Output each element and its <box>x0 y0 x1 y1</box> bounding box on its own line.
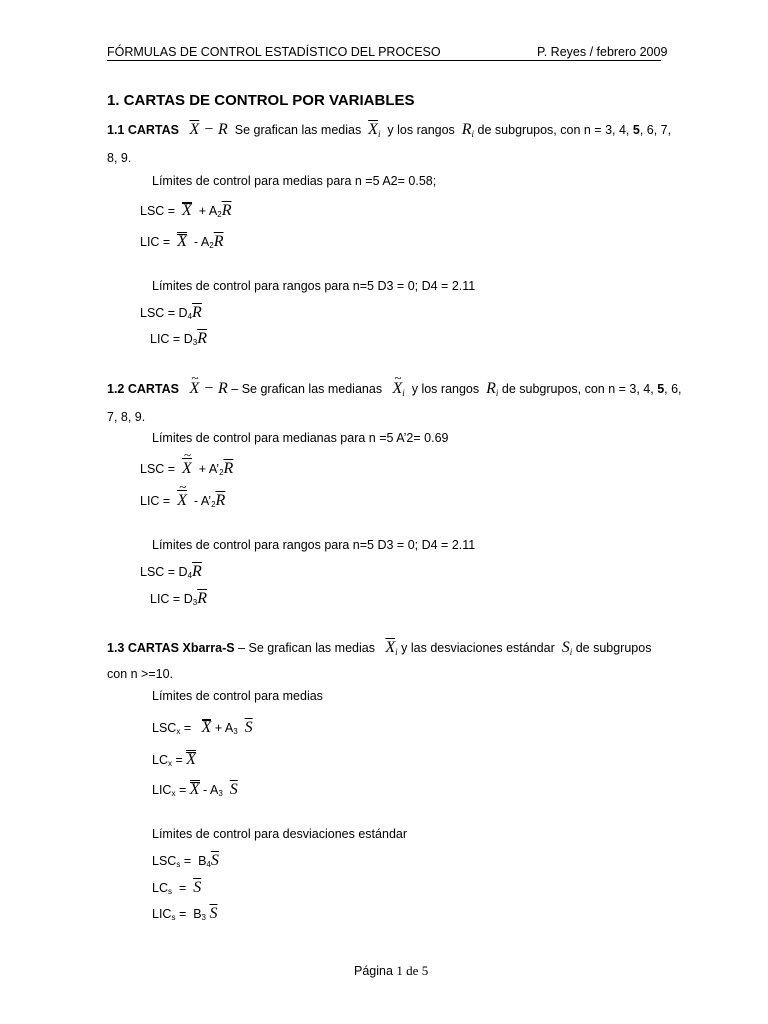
b3-sub: 3 <box>201 913 206 922</box>
math-xtilde-bar: ~ X <box>177 492 187 510</box>
s12-lim-medianas: Límites de control para medianas para n =5 A’2= 0.69 <box>152 431 449 445</box>
lsc-r-label: LSC = D <box>140 565 188 579</box>
a3-sub: 3 <box>218 789 223 798</box>
s11-lim-medias: Límites de control para medias para n =5 A2= 0.58; <box>152 174 437 188</box>
d4-sub: 4 <box>187 571 193 580</box>
s13-label: 1.3 CARTAS Xbarra-S <box>107 641 235 655</box>
header-left: FÓRMULAS DE CONTROL ESTADÍSTICO DEL PROCESO <box>107 45 441 59</box>
lic-label: LIC = <box>140 235 171 249</box>
equals-sign: = <box>178 783 187 797</box>
plus-sign: + <box>214 721 223 735</box>
d4-sub: 4 <box>187 312 193 321</box>
licx-label: LIC <box>152 783 172 797</box>
math-sub-i: i <box>495 388 499 398</box>
d3-sub: 3 <box>192 598 198 607</box>
minus-sign: - <box>193 494 199 508</box>
footer-pagina: Página <box>354 964 393 978</box>
math-xbarbar: X <box>201 719 212 736</box>
math-xtilde-bar: ~ X <box>182 460 192 478</box>
lsc-label: LSC = <box>140 462 176 476</box>
s13-cont: con n >=10. <box>107 667 174 681</box>
math-xi: $\overline{X}$ <box>385 639 396 656</box>
equals-sign: = <box>178 881 187 895</box>
lsc-label: LSC = <box>140 204 176 218</box>
s13-lcx <box>152 750 196 769</box>
a2-sub: 2 <box>217 210 222 219</box>
minus-sign: - <box>203 783 208 797</box>
s11-cont: 8, 9. <box>107 151 132 165</box>
math-rbar: $\overline{R}$ <box>192 304 202 321</box>
s13-lcs <box>152 879 201 897</box>
s11-text-1: Se grafican las medias <box>234 123 362 137</box>
math-rbar: $\overline{R}$ <box>213 233 224 250</box>
math-rbar: $\overline{R}$ <box>197 330 207 347</box>
math-sub-i: i <box>471 129 475 139</box>
math-rbar: $\overline{R}$ <box>192 563 202 580</box>
s12-lsc-r <box>140 563 202 581</box>
s13-lim-desv: Límites de control para desviaciones estándar <box>152 827 408 841</box>
lic-r-label: LIC = D <box>150 332 193 346</box>
equals-sign: = <box>183 721 192 735</box>
s12-bold-n: 5 <box>657 382 665 396</box>
s12-text-4: , 6, <box>664 382 682 396</box>
s12-text-3: de subgrupos, con n = 3, 4, <box>501 382 654 396</box>
header-right: P. Reyes / febrero 2009 <box>537 45 668 59</box>
a2-coef: A <box>208 204 218 218</box>
math-xbarbar: X <box>189 781 200 798</box>
math-x-bar: $\overline{X}$ <box>189 121 200 138</box>
a3-coef: A <box>224 721 234 735</box>
s13-intro <box>107 639 651 657</box>
math-sub-i: i <box>569 647 573 657</box>
header-rule <box>107 60 661 61</box>
x-sub: x <box>171 789 176 798</box>
lcx-label: LC <box>152 753 168 767</box>
math-sub-i: i <box>377 129 381 139</box>
s-sub: s <box>171 913 176 922</box>
s11-label: 1.1 CARTAS <box>107 123 180 137</box>
math-xbarbar: X <box>177 233 187 250</box>
lsc-r-label: LSC = D <box>140 306 188 320</box>
s11-lsc-r <box>140 304 202 322</box>
s12-lic-r <box>150 590 207 608</box>
s13-lscx <box>152 719 253 737</box>
math-rbar: $\overline{R}$ <box>221 202 232 219</box>
math-xi: $\overline{X}$ <box>368 121 378 138</box>
s12-text-1: – Se grafican las medianas <box>231 382 383 396</box>
lscs-label: LSC <box>152 854 177 868</box>
a2p-sub: 2 <box>211 500 216 509</box>
s13-licx <box>152 780 238 799</box>
s12-lic <box>140 492 225 510</box>
a3-sub: 3 <box>233 727 238 736</box>
s11-lsc <box>140 202 231 220</box>
b3-coef: B <box>193 907 202 921</box>
s11-text-4: , 6, 7, <box>639 123 672 137</box>
s12-text-2: y los rangos <box>411 382 480 396</box>
math-sbar: $\overline{S}$ <box>229 781 238 798</box>
footer-page-number: 1 de 5 <box>396 963 429 978</box>
math-sbar: $\overline{S}$ <box>210 852 219 869</box>
s13-text-3: de subgrupos <box>575 641 652 655</box>
math-r: R <box>218 380 228 397</box>
math-xi-tilde: ~ X <box>392 380 402 398</box>
math-rbar: $\overline{R}$ <box>215 492 226 509</box>
math-si: S <box>561 639 570 656</box>
s11-lic-r <box>150 330 207 348</box>
s11-intro <box>107 121 671 139</box>
equals-sign: = <box>175 753 183 767</box>
s13-lscs <box>152 852 219 870</box>
minus-sign: - <box>193 235 199 249</box>
math-x-tilde: ~ X <box>189 380 199 398</box>
s13-text-1: – Se grafican las medias <box>238 641 375 655</box>
s13-lim-medias: Límites de control para medias <box>152 689 323 703</box>
math-rbar: $\overline{R}$ <box>197 590 207 607</box>
s12-cont: 7, 8, 9. <box>107 410 146 424</box>
plus-sign: + <box>198 204 207 218</box>
a2-coef: A <box>200 235 210 249</box>
equals-sign: = <box>178 907 187 921</box>
x-sub: x <box>176 727 181 736</box>
s12-intro <box>107 380 682 398</box>
x-sub: x <box>167 759 172 768</box>
d3-sub: 3 <box>192 338 198 347</box>
lcs-label: LC <box>152 881 168 895</box>
equals-sign: = <box>183 854 192 868</box>
page-footer <box>354 963 428 979</box>
math-xbarbar: X <box>186 751 197 768</box>
math-minus: − <box>203 121 215 138</box>
s12-lsc <box>140 460 233 478</box>
math-xbarbar: X <box>182 202 192 219</box>
lic-label: LIC = <box>140 494 171 508</box>
math-sbar: $\overline{S}$ <box>193 879 202 896</box>
a2p-coef: A’ <box>200 494 212 508</box>
lscx-label: LSC <box>152 721 177 735</box>
s11-lic <box>140 232 223 251</box>
math-sub-i: i <box>395 647 398 657</box>
math-r: R <box>218 121 228 138</box>
s11-bold-n: 5 <box>632 123 640 137</box>
s11-text-3: de subgrupos, con n = 3, 4, <box>477 123 630 137</box>
a2p-sub: 2 <box>219 468 224 477</box>
section-title: 1. CARTAS DE CONTROL POR VARIABLES <box>107 92 415 109</box>
s-sub: s <box>176 860 181 869</box>
s12-lim-rangos: Límites de control para rangos para n=5 D3 = 0; D4 = 2.11 <box>152 538 476 552</box>
math-sbar: $\overline{S}$ <box>244 719 253 736</box>
math-sbar: $\overline{S}$ <box>209 905 218 922</box>
s11-text-2: y los rangos <box>387 123 455 137</box>
math-ri: R <box>461 121 472 138</box>
math-minus: − <box>203 380 215 397</box>
lics-label: LIC <box>152 907 172 921</box>
s12-label: 1.2 CARTAS <box>107 382 180 396</box>
a2p-coef: A’ <box>208 462 220 476</box>
math-rbar: $\overline{R}$ <box>223 460 234 477</box>
math-ri: R <box>486 380 496 397</box>
plus-sign: + <box>198 462 207 476</box>
lic-r-label: LIC = D <box>150 592 193 606</box>
math-sub-i: i <box>402 388 405 398</box>
a3-coef: A <box>209 783 219 797</box>
s-sub: s <box>167 887 172 896</box>
s13-text-2: y las desviaciones estándar <box>401 641 555 655</box>
b4-sub: 4 <box>206 860 211 869</box>
s11-lim-rangos: Límites de control para rangos para n=5 D3 = 0; D4 = 2.11 <box>152 279 476 293</box>
b4-coef: B <box>198 854 207 868</box>
s13-lics <box>152 905 217 923</box>
a2-sub: 2 <box>209 241 214 250</box>
